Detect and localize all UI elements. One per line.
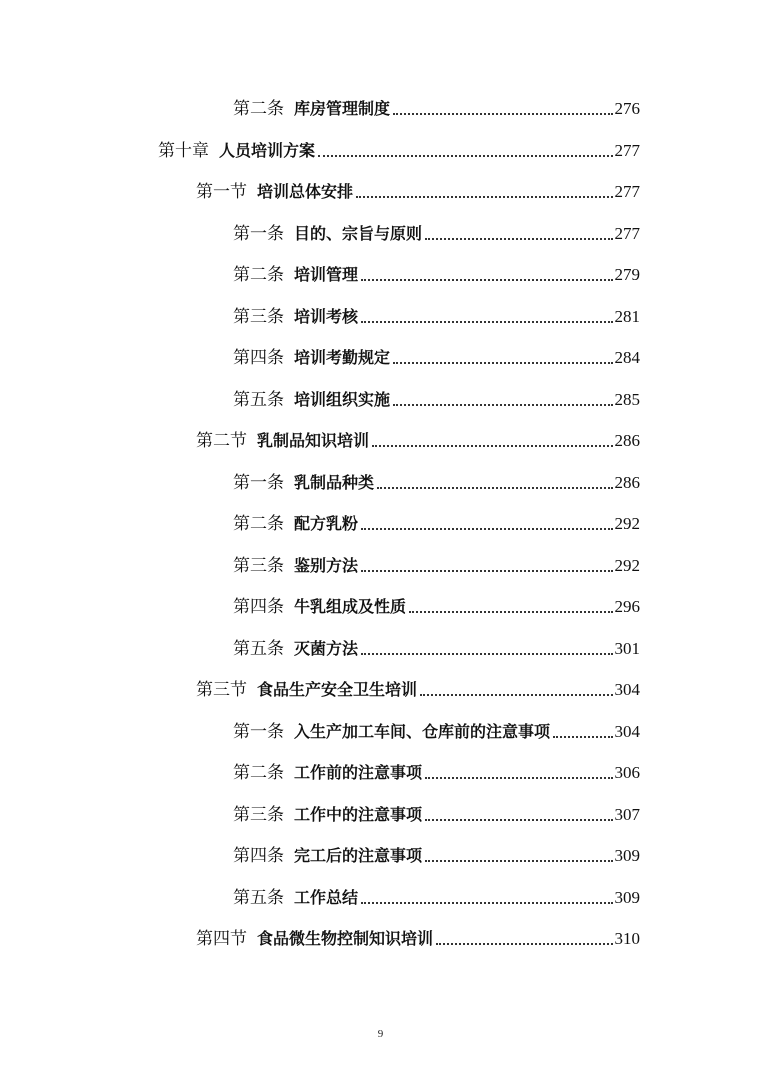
entry-label: 第四条: [233, 348, 284, 368]
toc-entry[interactable]: [233, 219, 640, 245]
entry-label: 第二条: [233, 763, 284, 783]
toc-entry[interactable]: [233, 551, 640, 577]
dot-leader: [361, 278, 612, 281]
entry-title: 培训考勤规定: [294, 348, 391, 367]
dot-leader: [361, 652, 612, 655]
toc-entry[interactable]: [233, 94, 640, 120]
entry-page-number: 279: [614, 265, 640, 284]
entry-page-number: 304: [614, 722, 640, 741]
entry-title: 灭菌方法: [294, 639, 359, 658]
entry-label: 第五条: [233, 390, 284, 410]
entry-title: 配方乳粉: [294, 514, 359, 533]
dot-leader: [553, 735, 612, 738]
entry-page-number: 301: [614, 639, 640, 658]
dot-leader: [361, 527, 612, 530]
entry-label: 第十章: [158, 141, 209, 161]
entry-label: 第一节: [196, 182, 247, 202]
entry-title: 牛乳组成及性质: [294, 597, 407, 616]
entry-label: 第三节: [196, 680, 247, 700]
entry-title: 人员培训方案: [219, 141, 316, 160]
entry-title: 目的、宗旨与原则: [294, 224, 423, 243]
entry-title: 培训考核: [294, 307, 359, 326]
dot-leader: [420, 693, 612, 696]
toc-entry[interactable]: [233, 758, 640, 784]
toc-entry[interactable]: [196, 675, 640, 701]
dot-leader: [361, 569, 612, 572]
entry-page-number: 306: [614, 763, 640, 782]
dot-leader: [372, 444, 612, 447]
entry-page-number: 307: [614, 805, 640, 824]
entry-page-number: 296: [614, 597, 640, 616]
page-number: 9: [377, 1028, 384, 1040]
entry-title: 入生产加工车间、仓库前的注意事项: [294, 722, 551, 741]
entry-page-number: 276: [614, 99, 640, 118]
entry-page-number: 310: [614, 929, 640, 948]
toc-entry[interactable]: [233, 841, 640, 867]
toc-entry[interactable]: [233, 592, 640, 618]
entry-title: 工作中的注意事项: [294, 805, 423, 824]
entry-page-number: 284: [614, 348, 640, 367]
entry-page-number: 286: [614, 473, 640, 492]
entry-label: 第二节: [196, 431, 247, 451]
entry-label: 第三条: [233, 307, 284, 327]
toc-entry[interactable]: [196, 177, 640, 203]
entry-title: 食品生产安全卫生培训: [257, 680, 418, 699]
toc-entry[interactable]: [233, 509, 640, 535]
entry-title: 库房管理制度: [294, 99, 391, 118]
dot-leader: [436, 942, 612, 945]
dot-leader: [425, 237, 612, 240]
dot-leader: [409, 610, 612, 613]
toc-entry[interactable]: [233, 883, 640, 909]
entry-title: 工作前的注意事项: [294, 763, 423, 782]
entry-title: 培训管理: [294, 265, 359, 284]
toc-entry[interactable]: [233, 468, 640, 494]
toc-entry[interactable]: [233, 717, 640, 743]
entry-label: 第一条: [233, 224, 284, 244]
entry-page-number: 286: [614, 431, 640, 450]
entry-title: 食品微生物控制知识培训: [257, 929, 434, 948]
entry-label: 第五条: [233, 639, 284, 659]
entry-title: 乳制品种类: [294, 473, 375, 492]
entry-page-number: 281: [614, 307, 640, 326]
entry-label: 第五条: [233, 888, 284, 908]
dot-leader: [425, 776, 612, 779]
dot-leader: [318, 154, 612, 157]
entry-page-number: 309: [614, 846, 640, 865]
toc-entry[interactable]: [233, 302, 640, 328]
dot-leader: [393, 361, 612, 364]
entry-page-number: 277: [614, 224, 640, 243]
entry-label: 第二条: [233, 265, 284, 285]
entry-title: 完工后的注意事项: [294, 846, 423, 865]
toc-entry[interactable]: [233, 260, 640, 286]
entry-page-number: 292: [614, 556, 640, 575]
entry-label: 第四条: [233, 846, 284, 866]
entry-title: 鉴别方法: [294, 556, 359, 575]
entry-title: 培训组织实施: [294, 390, 391, 409]
dot-leader: [393, 403, 612, 406]
entry-label: 第二条: [233, 99, 284, 119]
toc-entry[interactable]: [233, 385, 640, 411]
entry-title: 培训总体安排: [257, 182, 354, 201]
dot-leader: [425, 859, 612, 862]
dot-leader: [361, 320, 612, 323]
toc-entry[interactable]: [196, 426, 640, 452]
entry-label: 第四条: [233, 597, 284, 617]
entry-title: 乳制品知识培训: [257, 431, 370, 450]
entry-page-number: 277: [614, 182, 640, 201]
toc-entry[interactable]: [158, 136, 640, 162]
entry-label: 第四节: [196, 929, 247, 949]
dot-leader: [377, 486, 612, 489]
toc-entry[interactable]: [233, 343, 640, 369]
entry-label: 第一条: [233, 722, 284, 742]
toc-entry[interactable]: [233, 634, 640, 660]
dot-leader: [361, 901, 612, 904]
entry-page-number: 309: [614, 888, 640, 907]
toc-entry[interactable]: [196, 924, 640, 950]
entry-page-number: 277: [614, 141, 640, 160]
entry-label: 第三条: [233, 556, 284, 576]
entry-label: 第一条: [233, 473, 284, 493]
entry-label: 第三条: [233, 805, 284, 825]
entry-page-number: 285: [614, 390, 640, 409]
dot-leader: [425, 818, 612, 821]
entry-title: 工作总结: [294, 888, 359, 907]
entry-page-number: 292: [614, 514, 640, 533]
dot-leader: [393, 112, 612, 115]
toc-entry[interactable]: [233, 800, 640, 826]
entry-label: 第二条: [233, 514, 284, 534]
entry-page-number: 304: [614, 680, 640, 699]
dot-leader: [356, 195, 612, 198]
